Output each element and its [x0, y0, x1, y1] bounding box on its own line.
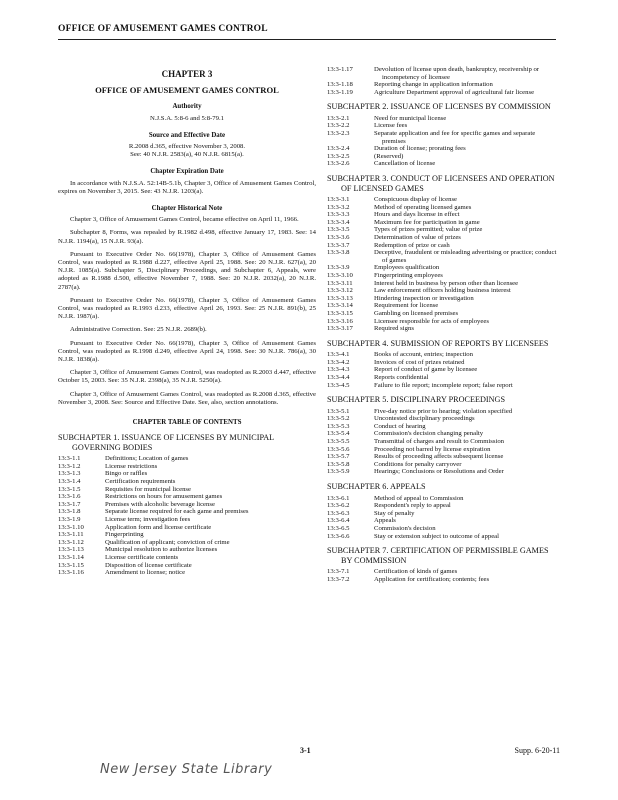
- toc-section-title: Commission's decision: [374, 524, 436, 532]
- toc-section-number: 13:3-4.4: [327, 374, 350, 381]
- toc-section-title: Hearings; Conclusions or Resolutions and Order: [374, 468, 504, 476]
- toc-section-title: Devolution of license upon death, bankruptcy, receivership or incompetency of licensee: [374, 66, 540, 81]
- toc-section-title: Application form and license certificate: [105, 523, 212, 531]
- toc-section-title: Report of conduct of game by licensee: [374, 366, 478, 374]
- toc-entry: [327, 525, 560, 533]
- toc-section-number: 13:3-4.2: [327, 358, 350, 366]
- toc-heading: CHAPTER TABLE OF CONTENTS: [132, 419, 242, 427]
- toc-section-title: Respondent's reply to appeal: [374, 502, 451, 510]
- toc-section-number: 13:3-3.15: [327, 309, 353, 317]
- toc-entry: [58, 562, 316, 570]
- toc-section-title: License restrictions: [105, 462, 158, 470]
- toc-section-number: 13:3-3.3: [327, 211, 350, 219]
- toc-entry: [58, 463, 316, 471]
- toc-section-title: Stay or extension subject to outcome of appeal: [374, 532, 499, 540]
- toc-section-number: 13:3-3.12: [327, 287, 353, 295]
- toc-section-title: Separate application and fee for specific games and separate premises: [374, 130, 536, 145]
- toc-section-number: 13:3-5.5: [327, 438, 350, 446]
- toc-section-title: Conspicuous display of license: [374, 196, 458, 204]
- toc-entry: [327, 219, 560, 227]
- toc-section-number: 13:3-3.5: [327, 226, 350, 234]
- running-header: OFFICE OF AMUSEMENT GAMES CONTROL: [58, 24, 268, 34]
- toc-section-title: Commission's decision changing penalty: [374, 430, 484, 438]
- toc-entry: [327, 374, 560, 382]
- toc-section-number: 13:3-1.15: [58, 561, 84, 569]
- left-column: [58, 66, 316, 577]
- toc-entry: [327, 264, 560, 272]
- toc-entry: [327, 302, 560, 310]
- toc-section-title: Duration of license; prorating fees: [374, 145, 466, 153]
- toc-entry: [58, 539, 316, 547]
- toc-section-number: 13:3-5.6: [327, 445, 350, 453]
- toc-entry: [327, 438, 560, 446]
- toc-section-title: Conduct of hearing: [374, 422, 426, 430]
- authority-text: N.J.S.A. 5:8-6 and 5:8-79.1: [150, 114, 224, 122]
- toc-section-title: Hindering inspection or investigation: [374, 294, 474, 302]
- toc-section-number: 13:3-5.9: [327, 468, 350, 476]
- toc-section-number: 13:3-1.5: [58, 485, 81, 493]
- toc-section-title: Determination of value of prizes: [374, 234, 461, 241]
- toc-section-title: Requisites for municipal license: [105, 485, 191, 493]
- toc-section-number: 13:3-1.3: [58, 470, 81, 478]
- toc-section-title: Disposition of license certificate: [105, 561, 192, 569]
- history-paragraph: Pursuant to Executive Order No. 66(1978), Chapter 3, Office of Amusement Games Control, was readopted as R.1988 d.227, effective April 25, 1988. See: 20 N.J.R. 627(a), 20 N.J.R. 1085(a). Subchapter 5, Disciplinary Proceedings, and Subchapter 6, Appeals, were adopted as R.1988 d.500, effective November 7, 1988. See: 20 N.J.R. 2032(a), 20 N.J.R. 2787(a).: [58, 250, 316, 291]
- toc-section-title: Restrictions on hours for amusement games: [105, 493, 223, 501]
- toc-section-title: Appeals: [374, 517, 396, 525]
- toc-section-title: Conditions for penalty carryover: [374, 460, 462, 468]
- toc-section-number: 13:3-1.19: [327, 88, 353, 96]
- supplement-date: Supp. 6-20-11: [514, 746, 560, 755]
- toc-entry: [327, 415, 560, 423]
- toc-section-number: 13:3-5.4: [327, 430, 350, 438]
- toc-section-number: 13:3-1.1: [58, 455, 81, 463]
- toc-entry: [327, 272, 560, 280]
- toc-section-title: Stay of penalty: [374, 509, 415, 517]
- toc-entry: [327, 366, 560, 374]
- toc-section-title: Failure to file report; incomplete report; false report: [374, 381, 513, 389]
- toc-entry: [327, 234, 560, 242]
- toc-section-title: Law enforcement officers holding business interest: [374, 287, 511, 295]
- toc-section-number: 13:3-3.10: [327, 271, 353, 279]
- toc-section-title: Application for certification; contents; fees: [374, 575, 490, 583]
- toc-section-number: 13:3-2.2: [327, 122, 350, 130]
- toc-section-number: 13:3-1.12: [58, 538, 84, 546]
- toc-entry: [327, 145, 560, 153]
- toc-entry: [327, 81, 560, 89]
- toc-section-number: 13:3-3.1: [327, 196, 350, 204]
- toc-section-title: Premises with alcoholic beverage license: [105, 500, 215, 508]
- toc-section-title: Proceeding not barred by license expiration: [374, 445, 491, 453]
- toc-entry: [58, 493, 316, 501]
- toc-entry: [327, 517, 560, 525]
- toc-entry: [327, 89, 560, 97]
- toc-entry: [327, 576, 560, 584]
- toc-section-number: 13:3-1.8: [58, 508, 81, 516]
- toc-section-title: Invoices of cost of prizes retained: [374, 358, 465, 366]
- toc-section-number: 13:3-6.2: [327, 502, 350, 510]
- toc-section-number: 13:3-3.4: [327, 218, 350, 226]
- toc-section-number: 13:3-2.3: [327, 130, 350, 138]
- toc-section-number: 13:3-3.13: [327, 294, 353, 302]
- toc-section-title: Qualification of applicant; conviction of crime: [105, 538, 230, 546]
- toc-section-number: 13:3-1.16: [58, 569, 84, 577]
- chapter-number: CHAPTER 3: [161, 69, 213, 79]
- toc-section-title: Employees qualification: [374, 264, 440, 272]
- toc-section-title: Bingo or raffles: [105, 470, 148, 478]
- toc-section-title: Municipal resolution to authorize licenses: [105, 546, 218, 554]
- toc-section-title: Five-day notice prior to hearing; violation specified: [374, 407, 513, 415]
- subchapter-title: SUBCHAPTER 2. ISSUANCE OF LICENSES BY COMMISSION: [327, 102, 551, 112]
- history-paragraph: Pursuant to Executive Order No. 66(1978), Chapter 3, Office of Amusement Games Control, was readopted as R.1993 d.233, effective April 26, 1993. See: 25 N.J.R. 891(b), 25 N.J.R. 1987(a).: [58, 296, 316, 321]
- toc-entry: [327, 115, 560, 123]
- toc-section-title: Fingerprinting employees: [374, 271, 443, 279]
- source-line-2: See: 40 N.J.R. 2583(a), 40 N.J.R. 6815(a).: [130, 151, 244, 159]
- toc-section-title: Separate license required for each game and premises: [105, 508, 249, 516]
- toc-section-number: 13:3-5.7: [327, 453, 350, 461]
- source-heading: Source and Effective Date: [148, 131, 226, 139]
- toc-section-number: 13:3-3.17: [327, 325, 353, 333]
- toc-entry: [58, 524, 316, 532]
- toc-entry: [58, 531, 316, 539]
- toc-section-title: Method of operating licensed games: [374, 203, 472, 211]
- toc-section-title: (Reserved): [374, 152, 404, 160]
- toc-entry: [58, 501, 316, 509]
- toc-entry: [327, 310, 560, 318]
- toc-section-number: 13:3-5.1: [327, 407, 350, 415]
- toc-entry: [327, 533, 560, 541]
- toc-section-number: 13:3-3.6: [327, 234, 350, 241]
- toc-section-title: Types of prizes permitted; value of prize: [374, 226, 483, 234]
- toc-section-number: 13:3-1.10: [58, 523, 84, 531]
- chapter-title: OFFICE OF AMUSEMENT GAMES CONTROL: [95, 85, 279, 96]
- toc-entry: [58, 516, 316, 524]
- history-paragraph: Chapter 3, Office of Amusement Games Control, was readopted as R.2003 d.447, effective October 15, 2003. See: 35 N.J.R. 2398(a), 35 N.J.R. 5250(a).: [58, 369, 316, 385]
- toc-section-number: 13:3-5.3: [327, 422, 350, 430]
- toc-entry: [327, 66, 560, 81]
- toc-entry: [58, 546, 316, 554]
- toc-section-title: Gambling on licensed premises: [374, 309, 459, 317]
- library-stamp: New Jersey State Library: [100, 762, 273, 777]
- toc-section-number: 13:3-3.9: [327, 264, 350, 272]
- toc-entry: [58, 470, 316, 478]
- toc-section-title: Deceptive, fraudulent or misleading advertising or practice; conduct of games: [374, 249, 557, 264]
- toc-section-number: 13:3-3.14: [327, 302, 353, 310]
- toc-section-number: 13:3-6.5: [327, 524, 350, 532]
- toc-section-title: License fees: [374, 122, 408, 130]
- toc-entry: [327, 242, 560, 250]
- history-paragraph: Administrative Correction. See: 25 N.J.R. 2689(b).: [70, 326, 207, 334]
- toc-entry: [327, 502, 560, 510]
- toc-entry: [327, 382, 560, 390]
- right-column: [327, 66, 560, 583]
- toc-section-number: 13:3-1.6: [58, 493, 81, 501]
- toc-entry: [327, 122, 560, 130]
- toc-section-title: License certificate contents: [105, 554, 179, 562]
- toc-section-number: 13:3-1.17: [327, 66, 353, 73]
- toc-entry: [327, 287, 560, 295]
- toc-entry: [327, 359, 560, 367]
- toc-section-number: 13:3-1.14: [58, 554, 84, 562]
- toc-section-number: 13:3-2.6: [327, 160, 350, 168]
- toc-section-number: 13:3-1.7: [58, 500, 81, 508]
- toc-entry: [327, 461, 560, 469]
- toc-section-number: 13:3-7.2: [327, 575, 350, 583]
- toc-section-number: 13:3-6.4: [327, 517, 350, 525]
- toc-entry: [327, 423, 560, 431]
- toc-entry: [327, 495, 560, 503]
- toc-section-number: 13:3-6.1: [327, 494, 350, 502]
- authority-heading: Authority: [172, 103, 202, 111]
- toc-entry: [327, 468, 560, 476]
- subchapter-title: SUBCHAPTER 7. CERTIFICATION OF PERMISSIBLE GAMES BY COMMISSION: [327, 546, 549, 565]
- toc-section-title: Licensee responsible for acts of employees: [374, 317, 489, 325]
- toc-entry: [327, 453, 560, 461]
- toc-section-number: 13:3-1.4: [58, 478, 81, 486]
- toc-section-number: 13:3-7.1: [327, 568, 350, 576]
- toc-section-title: Cancellation of license: [374, 160, 436, 168]
- toc-right: [327, 102, 560, 583]
- toc-entry: [327, 196, 560, 204]
- toc-entry: [327, 130, 560, 145]
- toc-section-title: Maximum fee for participation in game: [374, 218, 480, 226]
- toc-section-number: 13:3-1.13: [58, 546, 84, 554]
- toc-entry: [327, 280, 560, 288]
- toc-section-title: Certification requirements: [105, 478, 176, 486]
- toc-section-number: 13:3-3.7: [327, 241, 350, 249]
- toc-entry: [327, 249, 560, 264]
- header-rule: [58, 39, 556, 40]
- toc-section-number: 13:3-5.2: [327, 415, 350, 423]
- toc-section-title: Results of proceeding affects subsequent license: [374, 453, 504, 461]
- toc-section-number: 13:3-1.2: [58, 462, 81, 470]
- toc-section-title: Required signs: [374, 325, 414, 333]
- toc-section-number: 13:3-1.18: [327, 81, 353, 89]
- toc-entry: [327, 153, 560, 161]
- toc-section-title: Reporting change in application information: [374, 81, 493, 89]
- toc-section-number: 13:3-4.5: [327, 381, 350, 389]
- toc-section-title: Reports confidential: [374, 374, 429, 381]
- page-number: 3-1: [300, 746, 311, 755]
- toc-section-title: Redemption of prize or cash: [374, 241, 450, 249]
- toc-entry: [327, 510, 560, 518]
- toc-entry: [327, 408, 560, 416]
- toc-section-title: Transmittal of charges and result to Commission: [374, 438, 505, 446]
- toc-continuation: [327, 66, 560, 102]
- toc-section-title: Need for municipal license: [374, 114, 447, 122]
- toc-section-title: Uncontested disciplinary proceedings: [374, 415, 475, 423]
- expiration-heading: Chapter Expiration Date: [150, 168, 224, 176]
- toc-entry: [327, 318, 560, 326]
- subchapter-title: SUBCHAPTER 3. CONDUCT OF LICENSEES AND OPERATION OF LICENSED GAMES: [327, 174, 555, 193]
- toc-entry: [58, 486, 316, 494]
- toc-entry: [327, 211, 560, 219]
- toc-section-number: 13:3-1.9: [58, 516, 81, 524]
- toc-entry: [58, 569, 316, 577]
- toc-section-number: 13:3-4.3: [327, 366, 350, 374]
- toc-entry: [58, 554, 316, 562]
- toc-section-number: 13:3-6.6: [327, 532, 350, 540]
- toc-entry: [327, 325, 560, 333]
- toc-entry: [327, 160, 560, 168]
- subchapter-title: SUBCHAPTER 4. SUBMISSION OF REPORTS BY LICENSEES: [327, 338, 549, 348]
- toc-section-title: Requirement for license: [374, 302, 439, 310]
- toc-section-number: 13:3-2.1: [327, 114, 350, 122]
- toc-section-number: 13:3-4.1: [327, 351, 350, 359]
- toc-section-title: Amendment to license; notice: [105, 569, 186, 577]
- toc-section-title: Method of appeal to Commission: [374, 494, 464, 502]
- toc-section-number: 13:3-6.3: [327, 509, 350, 517]
- toc-section-number: 13:3-3.8: [327, 249, 350, 257]
- toc-section-title: Interest held in business by person other than licensee: [374, 279, 519, 287]
- toc-entry: [327, 226, 560, 234]
- source-line-1: R.2008 d.365, effective November 3, 2008.: [128, 143, 246, 151]
- toc-section-number: 13:3-5.8: [327, 460, 350, 468]
- history-paragraph: Subchapter 8, Forms, was repealed by R.1982 d.498, effective January 17, 1983. See: 14 N.J.R. 1194(a), 15 N.J.R. 93(a).: [58, 229, 316, 245]
- toc-section-title: License term; investigation fees: [105, 516, 191, 524]
- toc-section-number: 13:3-1.11: [58, 531, 84, 539]
- toc-entry: [327, 446, 560, 454]
- toc-entry: [327, 568, 560, 576]
- toc-section-title: Agriculture Department approval of agricultural fair license: [374, 88, 535, 96]
- toc-section-title: Books of account, entries; inspection: [374, 351, 473, 359]
- toc-section-title: Fingerprinting: [105, 531, 144, 539]
- toc-section-title: Hours and days license in effect: [374, 211, 460, 219]
- toc-entry: [327, 295, 560, 303]
- toc-section-number: 13:3-2.4: [327, 145, 350, 153]
- toc-section-title: Definitions; Location of games: [105, 455, 189, 463]
- expiration-text: In accordance with N.J.S.A. 52:14B-5.1b, Chapter 3, Office of Amusement Games Control, expires on November 3, 2015. See: 43 N.J.R. 1203(a).: [58, 179, 316, 195]
- history-paragraph: Pursuant to Executive Order No. 66(1978), Chapter 3, Office of Amusement Games Control, was readopted as R.1998 d.249, effective April 24, 1998. See: 30 N.J.R. 786(a), 30 N.J.R. 1838(a).: [58, 339, 316, 364]
- toc-section-number: 13:3-3.11: [327, 279, 353, 287]
- toc-entry: [327, 430, 560, 438]
- toc-section-number: 13:3-2.5: [327, 152, 350, 160]
- subchapter-title: SUBCHAPTER 6. APPEALS: [327, 482, 426, 492]
- subchapter-title: SUBCHAPTER 1. ISSUANCE OF LICENSES BY MUNICIPAL GOVERNING BODIES: [58, 433, 274, 452]
- toc-section-number: 13:3-3.2: [327, 203, 350, 211]
- toc-entry: [58, 508, 316, 516]
- history-heading: Chapter Historical Note: [151, 205, 223, 213]
- toc-entry: [58, 455, 316, 463]
- subchapter-title: SUBCHAPTER 5. DISCIPLINARY PROCEEDINGS: [327, 395, 506, 405]
- toc-entry: [327, 204, 560, 212]
- toc-left: [58, 433, 316, 577]
- toc-section-number: 13:3-3.16: [327, 317, 353, 325]
- toc-entry: [58, 478, 316, 486]
- toc-section-title: Certification of kinds of games: [374, 568, 458, 576]
- toc-entry: [327, 351, 560, 359]
- history-paragraph: Chapter 3, Office of Amusement Games Control, was readopted as R.2008 d.365, effective November 3, 2008. See: Source and Effective Date. See, also, section annotations.: [58, 390, 316, 406]
- history-paragraph: Chapter 3, Office of Amusement Games Control, became effective on April 11, 1966.: [70, 216, 299, 224]
